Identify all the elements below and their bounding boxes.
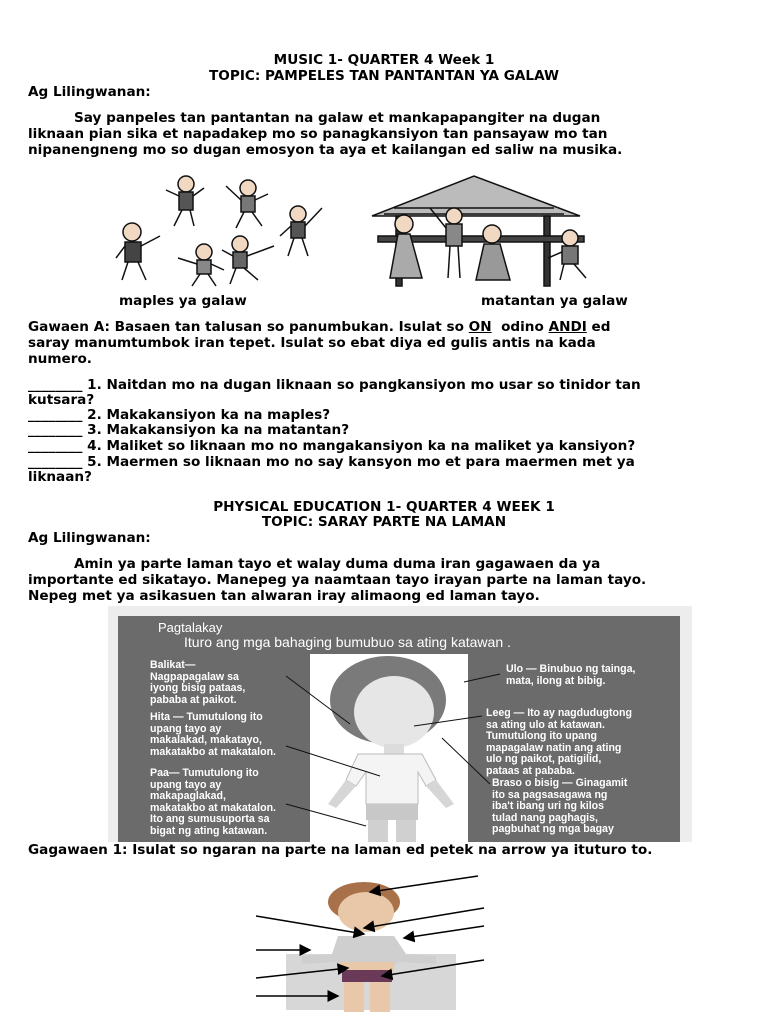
andi-keyword: ANDI xyxy=(548,319,587,335)
nipa-hut-children-image xyxy=(364,172,610,290)
question-2: ________ 2. Makakansiyon ka na maples? xyxy=(28,407,331,423)
label-balikat: Balikat— Nagpapagalaw sa iyong bisig pataas, pababa at paikot. xyxy=(150,659,246,706)
pe-para-line-3: Nepeg met ya asikasuen tan alwaran iray alimaong ed laman tayo. xyxy=(28,588,540,604)
diagram-pagtalakay: Pagtalakay xyxy=(158,620,223,635)
music-ag-label: Ag Lilingwanan: xyxy=(28,84,151,100)
pe-para-line-2: importante ed sikatayo. Manepeg ya naamtaan tayo irayan parte na laman tayo. xyxy=(28,572,647,588)
caption-matantan: matantan ya galaw xyxy=(481,293,628,309)
question-1: ________ 1. Naitdan mo na dugan liknaan so pangkansiyon mo usar so tinidor tan xyxy=(28,377,641,393)
gagawaen-1: Gagawaen 1: Isulat so ngaran na parte na laman ed petek na arrow ya ituturo to. xyxy=(28,842,653,858)
gawaen-a-line-1: Gawaen A: Basaen tan talusan so panumbukan. Isulat so ON odino ANDI ed xyxy=(28,319,611,335)
arrow-labeling-figure xyxy=(256,870,488,1016)
label-leeg: Leeg — Ito ay nagdudugtong sa ating ulo at katawan. Tumutulong ito upang mapagalaw natin ang ating ulo ng paikot, patigilid, pataas at pababa. xyxy=(486,707,632,777)
diagram-subtitle: Ituro ang mga bahaging bumubuo sa ating katawan . xyxy=(184,634,511,650)
question-5-cont: liknaan? xyxy=(28,469,92,485)
pe-para-line-1: Amin ya parte laman tayo et walay duma duma iran gagawaen da ya xyxy=(74,556,601,572)
pe-ag-label: Ag Lilingwanan: xyxy=(28,530,151,546)
pe-topic: TOPIC: SARAY PARTE NA LAMAN xyxy=(261,514,507,530)
music-para-line-3: nipanengneng mo so dugan emosyon ta aya et kailangan ed saliw na musika. xyxy=(28,142,623,158)
gawaen-a-line-3: numero. xyxy=(28,351,92,367)
music-topic: TOPIC: PAMPELES TAN PANTANTAN YA GALAW xyxy=(209,68,559,84)
label-paa: Paa— Tumutulong ito upang tayo ay makapaglakad, makatakbo at makatalon. Ito ang sumusuporta sa bigat ng ating katawan. xyxy=(150,767,276,837)
pe-title: PHYSICAL EDUCATION 1- QUARTER 4 WEEK 1 xyxy=(213,499,555,515)
dancing-children-image xyxy=(108,172,344,288)
music-title: MUSIC 1- QUARTER 4 Week 1 xyxy=(273,52,495,68)
matantan-galaw-illustration xyxy=(364,172,610,290)
question-4: ________ 4. Maliket so liknaan mo no mangakansiyon ka na maliket ya kansiyon? xyxy=(28,438,636,454)
gawaen-a-line-2: saray manumtumbok iran tepet. Isulat so ebat diya ed gulis antis na kada xyxy=(28,335,596,351)
child-figure-with-arrows xyxy=(256,870,488,1016)
caption-maples: maples ya galaw xyxy=(119,293,247,309)
music-para-line-2: liknaan pian sika et napadakep mo so panagkansiyon tan pansayaw mo tan xyxy=(28,126,608,142)
question-1-cont: kutsara? xyxy=(28,392,95,408)
on-keyword: ON xyxy=(468,319,492,335)
maples-galaw-illustration xyxy=(108,172,344,288)
diagram-connector-lines xyxy=(118,616,680,842)
body-parts-diagram-frame xyxy=(108,606,692,842)
question-5: ________ 5. Maermen so liknaan mo no say kansyon mo et para maermen met ya xyxy=(28,454,635,470)
label-hita: Hita — Tumutulong ito upang tayo ay makalakad, makatayo, makatakbo at makatalon. xyxy=(150,711,276,758)
label-ulo: Ulo — Binubuo ng tainga, mata, ilong at bibig. xyxy=(506,663,636,687)
question-3: ________ 3. Makakansiyon ka na matantan? xyxy=(28,422,350,438)
body-parts-diagram xyxy=(118,616,680,842)
music-para-line-1: Say panpeles tan pantantan na galaw et mankapapangiter na dugan xyxy=(74,110,601,126)
label-braso: Braso o bisig — Ginagamit ito sa pagsasagawa ng iba't ibang uri ng kilos tulad nang paghagis, pagbuhat ng mga bagay xyxy=(492,777,628,835)
